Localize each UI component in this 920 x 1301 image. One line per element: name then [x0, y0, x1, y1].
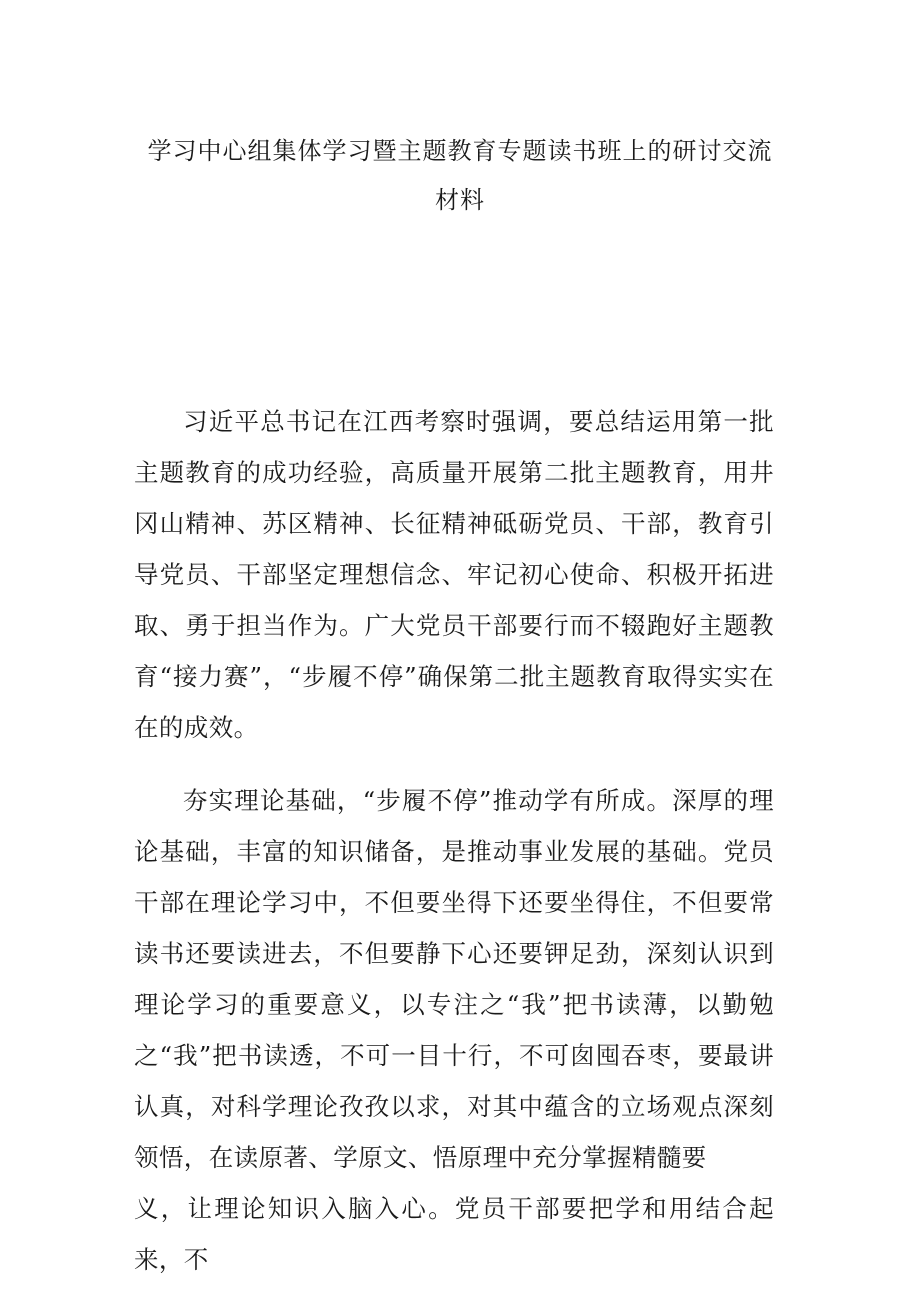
document-body: [134, 396, 774, 1285]
document-title-line-1: 学习中心组集体学习暨主题教育专题读书班上的研讨交流: [147, 137, 773, 165]
paragraph-theory-foundation: 夯实理论基础，“步履不停”推动学有所成。深厚的理论基础，丰富的知识储备，是推动事业发展的基础。党员干部在理论学习中，不但要坐得下还要坐得住，不但要常读书还要读进去，不但要静下心还要钾足劲，深刻认识到理论学习的重要意义，以专注之“我”把书读薄，以勤勉之“我”把书读透，不可一目十行，不可囱囤吞枣，要最讲认真，对科学理论孜孜以求，对其中蕴含的立场观点深刻领悟，在读原著、学原文、悟原理中充分掌握精髓要: [134, 786, 774, 1172]
paragraph-intro: 习近平总书记在江西考察时强调，要总结运用第一批主题教育的成功经验，高质量开展第二批主题教育，用井冈山精神、苏区精神、长征精神砥砺党员、干部，教育引导党员、干部坚定理想信念、牢记初心使命、积极开拓进取、勇于担当作为。广大党员干部要行而不辍跑好主题教育“接力赛”，“步履不停”确保第二批主题教育取得实实在在的成效。: [134, 407, 774, 742]
document-title-line-2: 材料: [435, 186, 485, 214]
paragraph-continuation: 义，让理论知识入脑入心。党员干部要把学和用结合起来，不: [134, 1194, 774, 1274]
